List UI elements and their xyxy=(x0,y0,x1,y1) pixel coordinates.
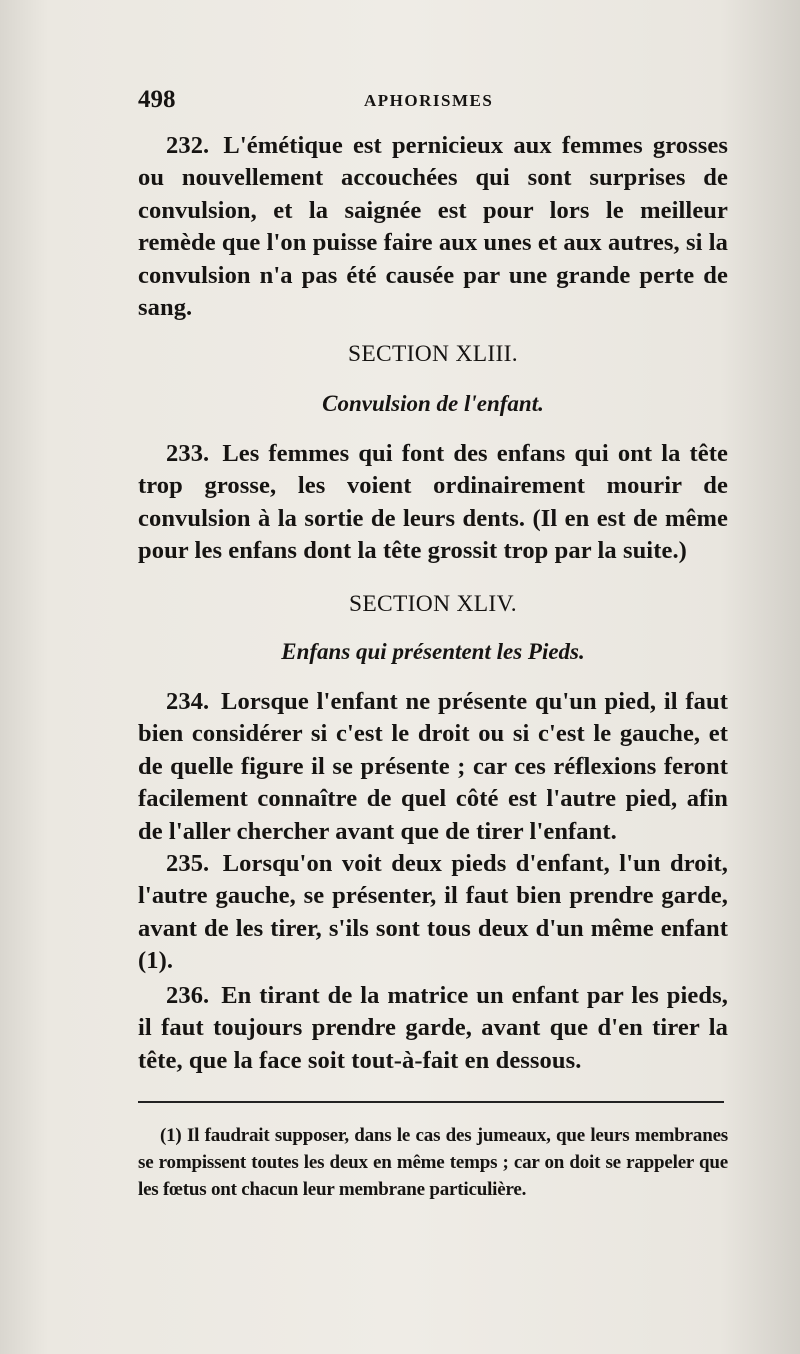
page-header xyxy=(138,86,728,120)
aphorism-number: 235. xyxy=(166,850,210,877)
footnote xyxy=(138,1122,728,1203)
footnote-text: Il faudrait supposer, dans le cas des jumeaux, que leurs membranes se rompissent toutes les deux en même temps ; car on doit se rappeler que les fœtus ont chacun leur membrane particulière. xyxy=(138,1125,728,1200)
aphorism-number: 234. xyxy=(166,688,210,715)
section-subtitle-xliv: Enfans qui présentent les Pieds. xyxy=(281,639,585,664)
section-subtitle-xliii: Convulsion de l'enfant. xyxy=(322,391,544,416)
aphorism-232 xyxy=(138,130,728,324)
aphorism-number: 236. xyxy=(166,982,210,1009)
aphorism-233 xyxy=(138,438,728,568)
aphorism-235 xyxy=(138,848,728,978)
aphorism-number: 233. xyxy=(166,440,210,467)
page-number: 498 xyxy=(138,86,176,113)
section-title-xliv: SECTION XLIV. xyxy=(349,591,517,617)
aphorism-text: Lorsque l'enfant ne présente qu'un pied, il faut bien considérer si c'est le droit ou si c'est le gauche, et de quelle figure il se présente ; car ces réflexions feront facilement connaître de quel côté est l'autre pied, afin de l'aller chercher avant que de tirer l'enfant. xyxy=(138,688,728,845)
footnote-marker: (1) xyxy=(160,1125,182,1146)
aphorism-text: Lorsqu'on voit deux pieds d'enfant, l'un droit, l'autre gauche, se présenter, il faut bien prendre garde, avant de les tirer, s'ils sont tous deux d'un même enfant (1). xyxy=(138,850,728,975)
aphorism-number: 232. xyxy=(166,132,210,159)
section-title-xliii: SECTION XLIII. xyxy=(348,341,518,367)
aphorism-text: L'émétique est pernicieux aux femmes grosses ou nouvellement accouchées qui sont surprises de convulsion, et la saignée est pour lors le meilleur remède que l'on puisse faire aux unes et aux autres, si la convulsion n'a pas été causée par une grande perte de sang. xyxy=(138,132,728,322)
aphorism-234 xyxy=(138,686,728,848)
aphorism-text: En tirant de la matrice un enfant par les pieds, il faut toujours prendre garde, avant que d'en tirer la tête, que la face soit tout-à-fait en dessous. xyxy=(138,982,728,1074)
aphorism-236 xyxy=(138,980,728,1077)
running-head: APHORISMES xyxy=(364,91,494,110)
footnote-divider xyxy=(138,1101,724,1103)
aphorism-text: Les femmes qui font des enfans qui ont la tête trop grosse, les voient ordinairement mourir de convulsion à la sortie de leurs dents. (Il en est de même pour les enfans dont la tête grossit trop par la suite.) xyxy=(138,440,728,565)
